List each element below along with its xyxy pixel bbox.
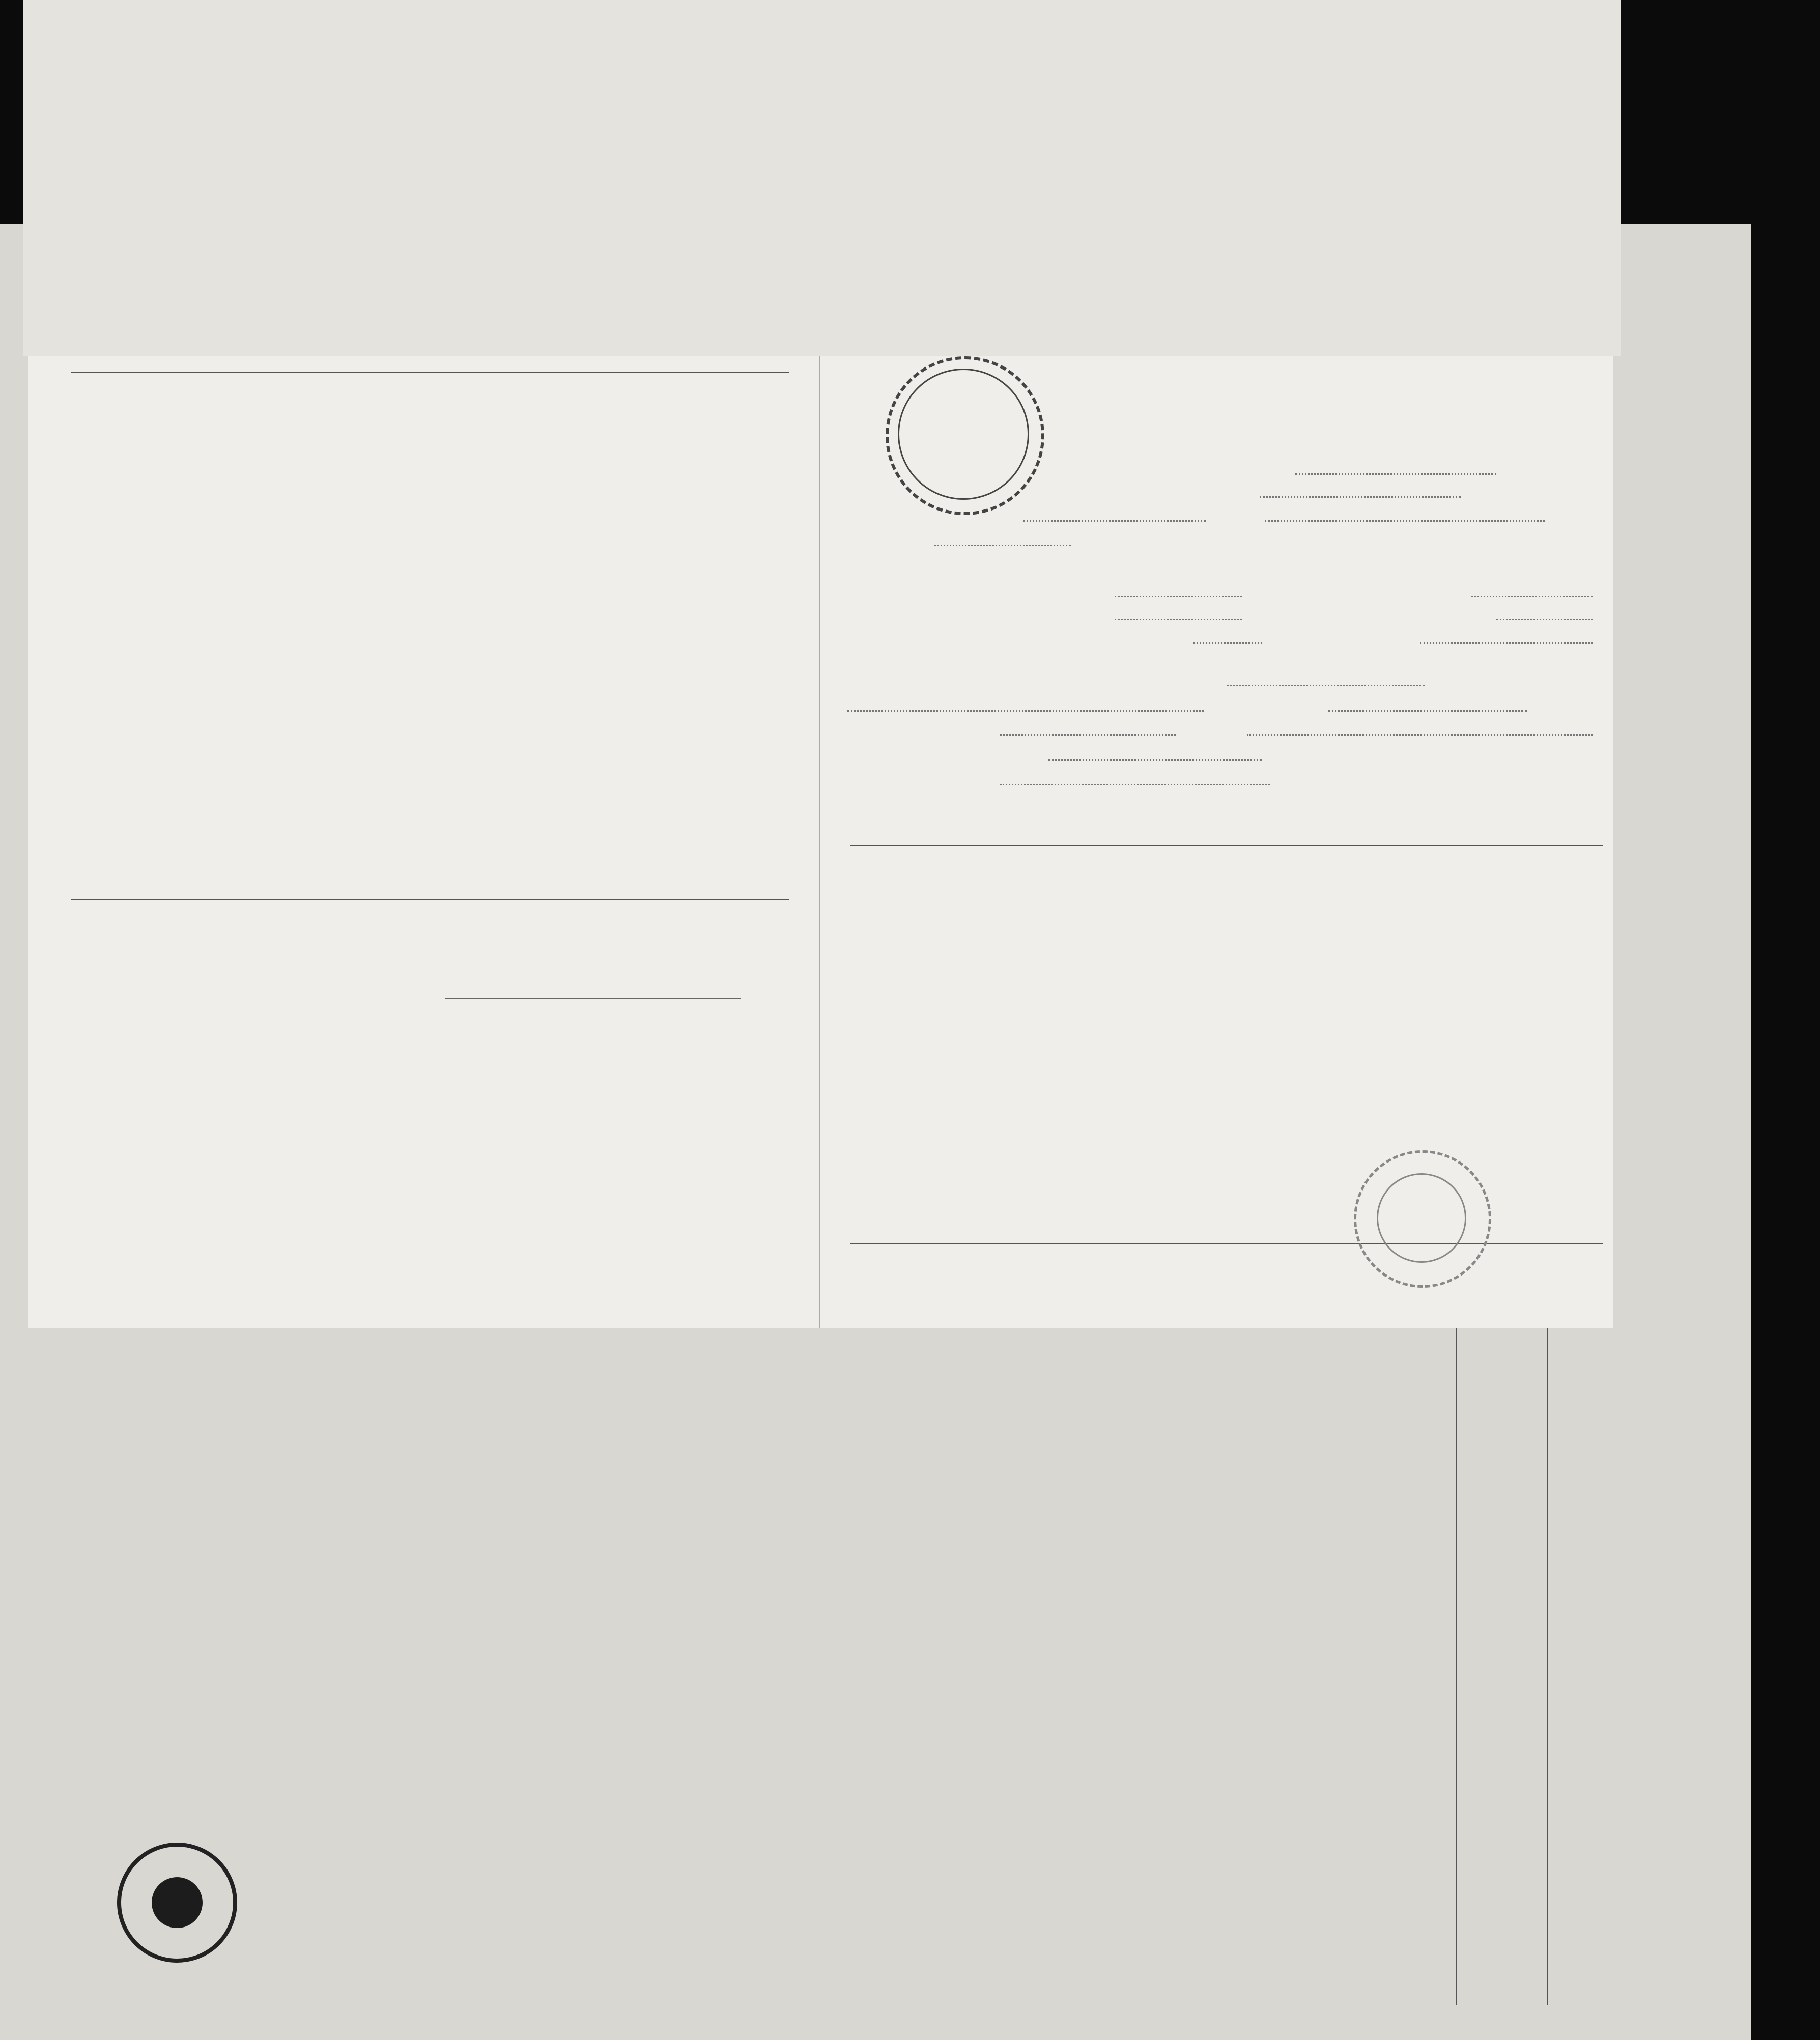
top-folded-form — [23, 0, 1621, 356]
consulate-seal-icon — [152, 1877, 203, 1928]
faint-round-stamp-ring — [1377, 1173, 1466, 1263]
manifest-header-rule — [1547, 1303, 1548, 2005]
arrived-line — [1227, 685, 1425, 686]
right-page — [819, 356, 1613, 1328]
received-stamp — [886, 356, 1044, 515]
left-page-table — [71, 372, 789, 900]
total-crew-date-line — [1420, 642, 1593, 644]
manifest-column-headers — [1461, 1303, 1547, 2005]
date-line — [1260, 496, 1461, 498]
manifest-header-rule-2 — [1456, 1303, 1457, 2005]
total-crew-arrival-line — [1115, 596, 1242, 597]
left-page — [28, 356, 819, 1328]
consulate-stamp — [117, 1843, 237, 1963]
expected-line — [1000, 734, 1176, 736]
deserted-line — [1471, 596, 1593, 597]
voyage-line — [1000, 784, 1270, 785]
top-form-rotated — [23, 0, 1621, 356]
faint-round-stamp — [1354, 1150, 1491, 1288]
signed-on-line — [1193, 642, 1262, 644]
lying-line — [1328, 710, 1527, 712]
discharged-line — [1115, 619, 1242, 620]
for-line — [1247, 734, 1593, 736]
from-port-line — [934, 545, 1071, 546]
nationality-line — [1023, 520, 1206, 522]
received-stamp-inner-ring — [898, 369, 1029, 500]
port-line — [1295, 473, 1496, 475]
master-signature-line — [445, 998, 741, 999]
consignee-line — [847, 710, 1204, 712]
vessel-line — [1265, 520, 1545, 522]
via-line — [1048, 759, 1262, 761]
crew-change-form — [28, 356, 1613, 1328]
deserting-table — [850, 845, 1603, 1244]
manifest-crew-grid — [102, 1303, 1456, 2016]
hospital-line — [1496, 619, 1593, 620]
